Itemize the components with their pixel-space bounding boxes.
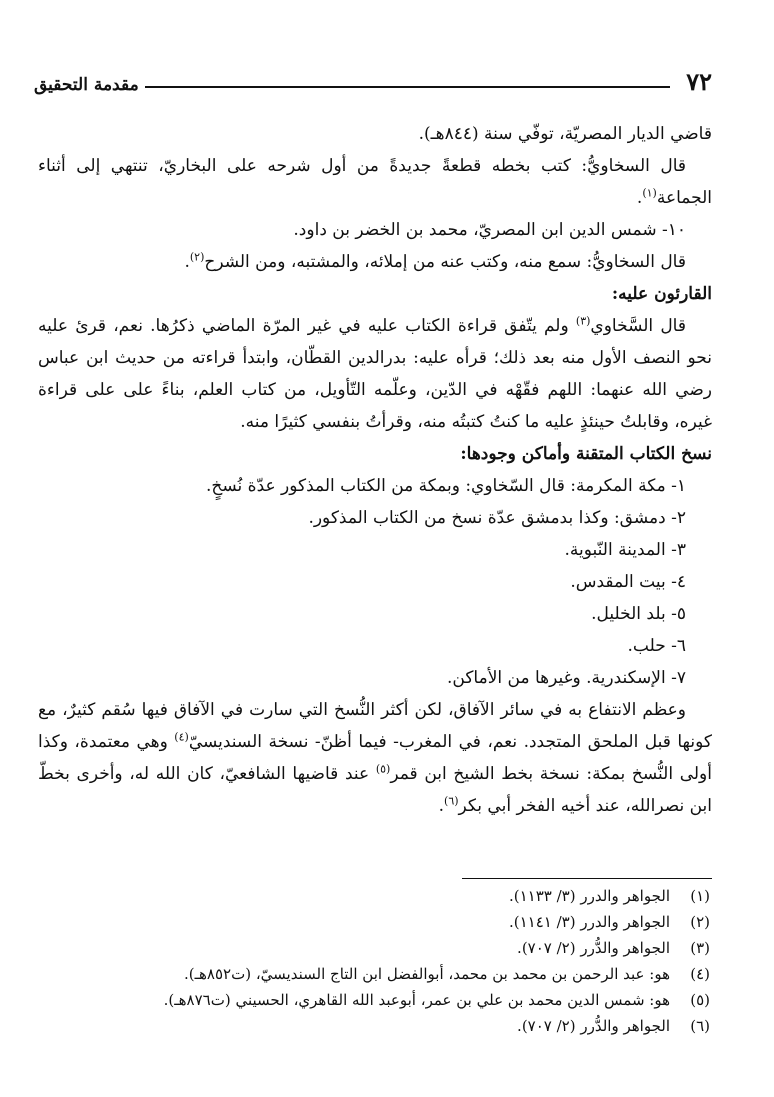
running-header — [34, 58, 712, 94]
footnote-ref: (٣) — [575, 314, 591, 328]
footnote — [38, 909, 710, 935]
footnote-ref: (٢) — [189, 250, 205, 264]
footnote-ref: (٥) — [375, 762, 391, 776]
footnote-number: (٣) — [690, 939, 710, 957]
paragraph: قال السخاويُّ: سمع منه، وكتب عنه من إملائه، والمشتبه، ومن الشرح$^{(٢)}$. — [184, 250, 686, 272]
footnote — [38, 961, 710, 987]
footnote-number: (٥) — [690, 991, 710, 1009]
list-item: ٦- حلب. — [627, 636, 686, 656]
footnote — [38, 987, 710, 1013]
footnote-ref: (٦) — [444, 794, 459, 808]
footnote-number: (١) — [690, 887, 710, 905]
page-number: ٧٢ — [686, 67, 712, 96]
section-heading: نسخ الكتاب المتقنة وأماكن وجودها: — [460, 444, 712, 464]
list-item: ٣- المدينة النّبوية. — [564, 540, 686, 560]
paragraph: وعظم الانتفاع به في سائر الآفاق، لكن أكثر النُّسخ التي سارت في الآفاق فيها سُقم كثيرٌ، مع كونها قبل الملحق المتجدد. نعم، في المغرب- فيما أظنّ- نسخة السنديسيّ$^{(٤)}$ وهي معتمدة، وكذا أولى النُّسخ بمكة: نسخة بخط الشيخ ابن قمر$^{(٥)}$ عند قاضيها الشافعيّ، كان الله له، وأخرى بخطّ ابن نصرالله، عند أخيه الفخر أبي بكر$^{(٦)}$. — [38, 700, 712, 816]
list-item: ١٠- شمس الدين ابن المصريّ، محمد بن الخضر بن داود. — [293, 220, 686, 240]
footnote — [38, 883, 710, 909]
footnote-text: الجواهر والدُّرر (٢/ ٧٠٧). — [517, 939, 670, 957]
footnote-ref: (٤) — [174, 730, 189, 744]
footnote-text: الجواهر والدُّرر (٢/ ٧٠٧). — [517, 1017, 670, 1035]
footnote-number: (٤) — [690, 965, 710, 983]
footnote-number: (٢) — [690, 913, 710, 931]
header-title: مقدمة التحقيق — [34, 75, 139, 95]
footnote-text: الجواهر والدرر (٣/ ١١٣٣). — [508, 887, 670, 905]
list-item: ٢- دمشق: وكذا بدمشق عدّة نسخ من الكتاب المذكور. — [308, 508, 686, 528]
main-text — [38, 118, 712, 822]
footnote — [38, 1013, 710, 1039]
paragraph: قاضي الديار المصريّة، توفّي سنة (٨٤٤هـ). — [418, 124, 712, 144]
footnote-number: (٦) — [690, 1017, 710, 1035]
paragraph: قال السَّخاوي$^{(٣)}$ ولم يتّفق قراءة الكتاب عليه في غير المرّة الماضي ذكرُها. نعم، قرئ عليه نحو النصف الأول منه بعد ذلك؛ قرأه عليه: بدرالدين القطّان، وابتدأ قراءته من حديث ابن عباس رضي الله عنهما: اللهم فقّهْه في الدّين، وعلّمه التّأويل، من كتاب العلم، بناءً على على قراءة غيره، وقابلتُ حينئذٍ عليه ما كنتُ كتبتُه منه، وقرأتُ بنفسي كثيرًا منه. — [38, 314, 713, 432]
footnote-text: هو: شمس الدين محمد بن علي بن عمر، أبوعبد الله القاهري، الحسيني (ت٨٧٦هـ). — [163, 991, 670, 1009]
footnote — [38, 935, 710, 961]
footnote-ref: (١) — [642, 186, 657, 200]
footnote-text: الجواهر والدرر (٣/ ١١٤١). — [508, 913, 670, 931]
list-item: ٥- بلد الخليل. — [591, 604, 686, 624]
list-item: ١- مكة المكرمة: قال السّخاوي: وبمكة من الكتاب المذكور عدّة نُسخٍ. — [205, 476, 686, 496]
paragraph: قال السخاويُّ: كتب بخطه قطعةً جديدةً من أول شرحه على البخاريّ، تنتهي إلى أثناء الجماعة$^{(١)}$. — [38, 156, 712, 208]
footnote-text: هو: عبد الرحمن بن محمد بن محمد، أبوالفضل ابن التاج السنديسيّ، (ت٨٥٢هـ). — [183, 965, 670, 983]
header-rule — [145, 86, 671, 88]
list-item: ٧- الإسكندرية. وغيرها من الأماكن. — [446, 668, 686, 688]
footnotes — [38, 883, 710, 1039]
section-heading: القارئون عليه: — [611, 284, 712, 304]
list-item: ٤- بيت المقدس. — [570, 572, 686, 592]
footnote-separator — [462, 878, 712, 879]
